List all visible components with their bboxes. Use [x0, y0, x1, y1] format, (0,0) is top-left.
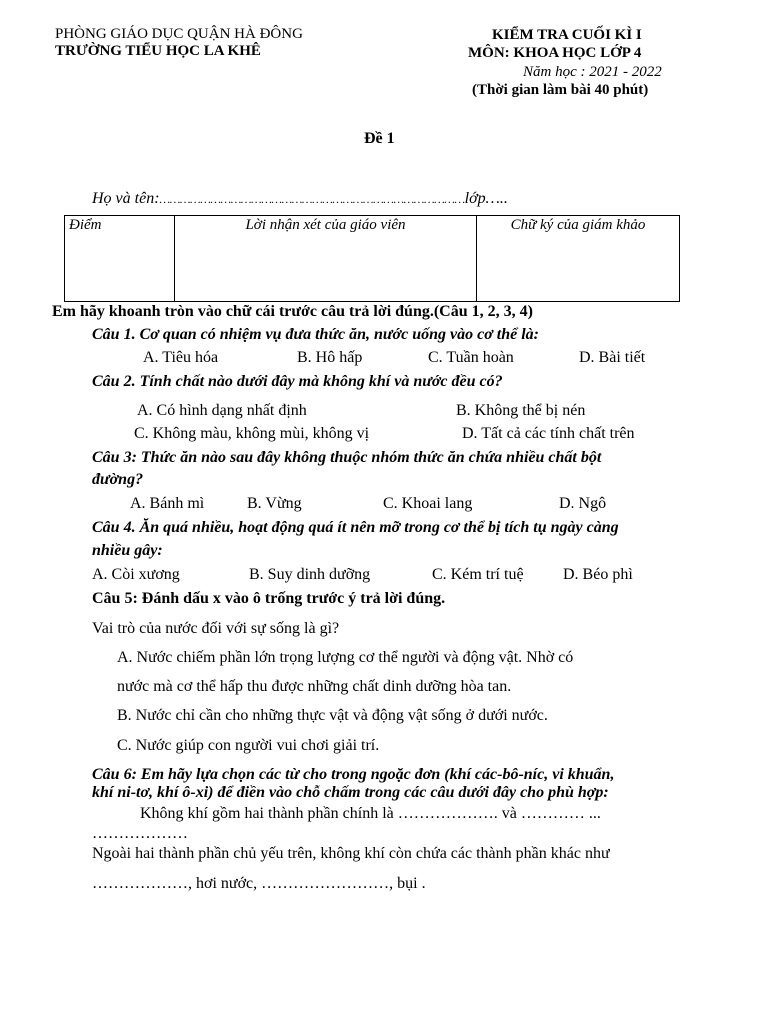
student-name-line[interactable] — [92, 190, 508, 208]
student-name-dots[interactable]: ……………………………………………………………………………… — [159, 192, 465, 206]
question-6-line-1: Câu 6: Em hãy lựa chọn các từ cho trong ngoặc đơn (khí các-bô-níc, vi khuẩn, — [92, 766, 615, 783]
question-3-line-1: Câu 3: Thức ăn nào sau đây không thuộc nhóm thức ăn chứa nhiều chất bột — [92, 449, 602, 466]
student-name-label: Họ và tên: — [92, 190, 160, 207]
grade-table — [64, 215, 680, 302]
question-1: Câu 1. Cơ quan có nhiệm vụ đưa thức ăn, nước uống vào cơ thể là: — [92, 326, 540, 343]
q3-option-b[interactable]: B. Vừng — [247, 495, 302, 512]
q4-option-a[interactable]: A. Còi xương — [92, 566, 180, 583]
department-name: PHÒNG GIÁO DỤC QUẬN HÀ ĐÔNG — [55, 26, 303, 42]
exam-code: Đề 1 — [364, 130, 395, 147]
teacher-comment-cell[interactable] — [175, 216, 477, 302]
teacher-comment-label: Lời nhận xét của giáo viên — [245, 217, 406, 233]
subject-title: MÔN: KHOA HỌC LỚP 4 — [468, 45, 642, 61]
question-4-line-1: Câu 4. Ăn quá nhiều, hoạt động quá ít nên mỡ trong cơ thể bị tích tụ ngày càng — [92, 519, 619, 536]
q4-option-c[interactable]: C. Kém trí tuệ — [432, 566, 524, 583]
q2-option-b[interactable]: B. Không thể bị nén — [456, 402, 586, 419]
exam-title: KIỂM TRA CUỐI KÌ I — [492, 27, 642, 43]
class-label: lớp — [464, 190, 486, 207]
q1-option-c[interactable]: C. Tuần hoàn — [428, 349, 514, 366]
q6-sentence-1-continuation[interactable]: ……………… — [92, 825, 188, 842]
question-4-line-2: nhiều gây: — [92, 542, 163, 559]
instruction: Em hãy khoanh tròn vào chữ cái trước câu trả lời đúng.(Câu 1, 2, 3, 4) — [52, 303, 533, 320]
q4-option-d[interactable]: D. Béo phì — [563, 566, 633, 583]
q5-option-a-line-2: nước mà cơ thể hấp thu được những chất dinh dưỡng hòa tan. — [117, 678, 512, 695]
school-name: TRƯỜNG TIỂU HỌC LA KHÊ — [55, 43, 261, 59]
q6-sentence-2: Ngoài hai thành phần chủ yếu trên, không khí còn chứa các thành phần khác như — [92, 845, 610, 862]
q3-option-a[interactable]: A. Bánh mì — [130, 495, 205, 512]
school-year: Năm học : 2021 - 2022 — [523, 64, 662, 80]
q2-option-c[interactable]: C. Không màu, không mùi, không vị — [134, 425, 370, 442]
q1-option-d[interactable]: D. Bài tiết — [579, 349, 646, 366]
q3-option-d[interactable]: D. Ngô — [559, 495, 607, 512]
score-label: Điểm — [69, 217, 102, 233]
question-2: Câu 2. Tính chất nào dưới đây mà không khí và nước đều có? — [92, 373, 503, 390]
q6-sentence-1[interactable]: Không khí gồm hai thành phần chính là ………………. và ………… ... — [140, 805, 601, 822]
q4-option-b[interactable]: B. Suy dinh dưỡng — [249, 566, 371, 583]
q2-option-d[interactable]: D. Tất cả các tính chất trên — [462, 425, 635, 442]
exam-duration: (Thời gian làm bài 40 phút) — [472, 82, 649, 98]
q1-option-b[interactable]: B. Hô hấp — [297, 349, 363, 366]
examiner-signature-label: Chữ ký của giám khảo — [510, 217, 646, 233]
question-6-line-2: khí ni-tơ, khí ô-xi) để điền vào chỗ chấm trong các câu dưới đây cho phù hợp: — [92, 784, 609, 801]
q5-option-a-line-1[interactable]: A. Nước chiếm phần lớn trọng lượng cơ thể người và động vật. Nhờ có — [117, 649, 574, 666]
class-dots[interactable]: ….. — [485, 190, 508, 207]
q5-option-b[interactable]: B. Nước chỉ cần cho những thực vật và động vật sống ở dưới nước. — [117, 707, 548, 724]
examiner-signature-cell[interactable] — [477, 216, 680, 302]
q1-option-a[interactable]: A. Tiêu hóa — [143, 349, 219, 366]
q6-sentence-2-blanks[interactable]: ………………, hơi nước, ……………………, bụi . — [92, 875, 426, 892]
q5-option-c[interactable]: C. Nước giúp con người vui chơi giải trí. — [117, 737, 380, 754]
question-5-prompt: Vai trò của nước đối với sự sống là gì? — [92, 620, 340, 637]
q2-option-a[interactable]: A. Có hình dạng nhất định — [137, 402, 307, 419]
question-3-line-2: đường? — [92, 471, 144, 488]
question-5-title: Câu 5: Đánh dấu x vào ô trống trước ý trả lời đúng. — [92, 590, 446, 607]
q3-option-c[interactable]: C. Khoai lang — [383, 495, 473, 512]
score-cell[interactable] — [65, 216, 175, 302]
